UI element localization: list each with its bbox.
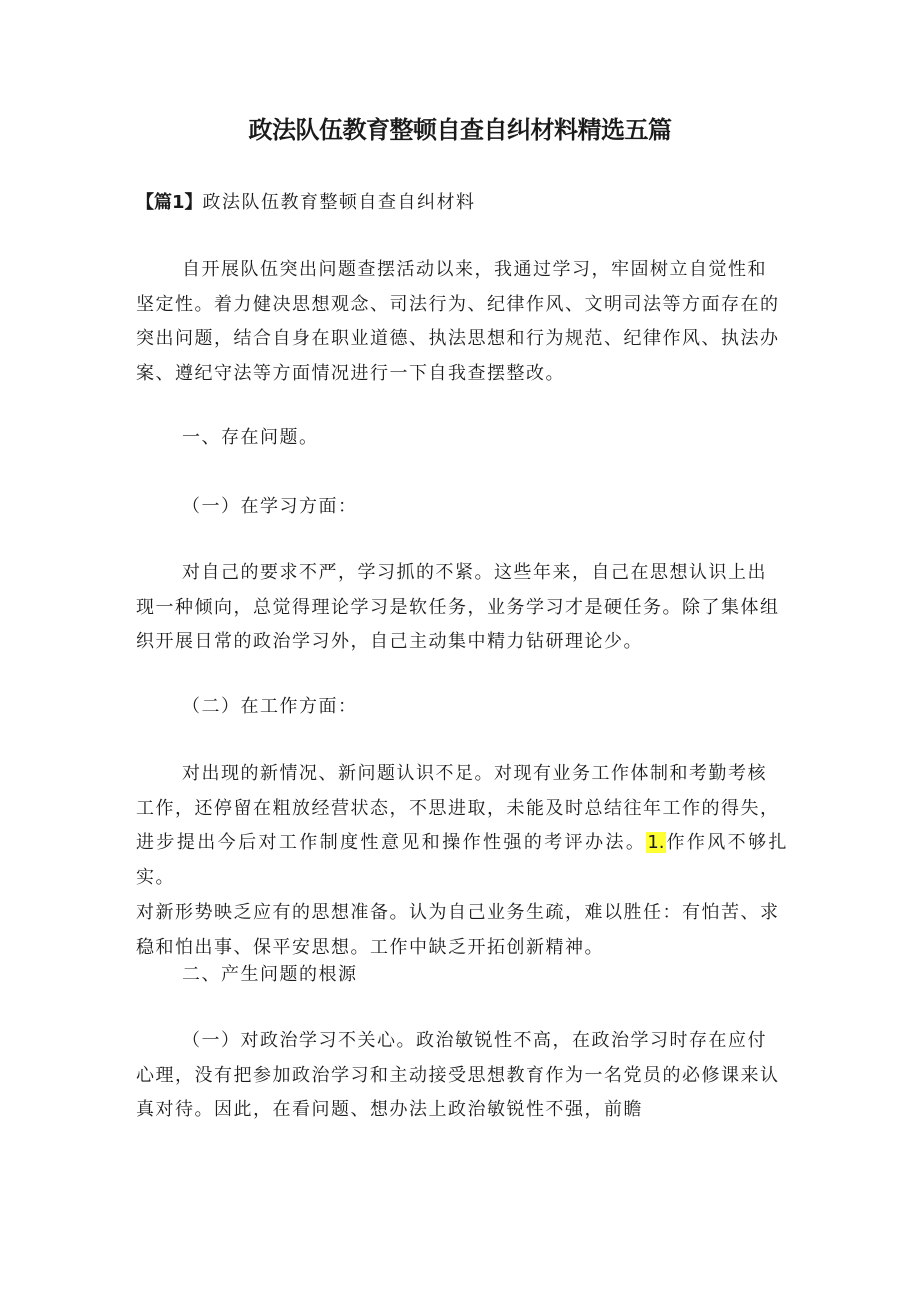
text-line: 稳和怕出事、保平安思想。工作中缺乏开拓创新精神。 <box>136 936 604 958</box>
section-label: 【篇1】 <box>136 192 203 213</box>
text-line: 现一种倾向，总觉得理论学习是软任务，业务学习才是硬任务。除了集体组 <box>136 596 780 618</box>
text-line: 对自己的要求不严，学习抓的不紧。这些年来，自己在思想认识上出 <box>182 562 767 583</box>
heading-text: （二）在工作方面： <box>182 696 358 717</box>
text-line <box>136 826 788 895</box>
highlighted-number: 1. <box>647 832 665 854</box>
document-title: 政法队伍教育整顿自查自纠材料精选五篇 <box>248 116 672 144</box>
text-line: （一）对政治学习不关心。政治敏锐性不高，在政治学习时存在应付 <box>182 1030 767 1051</box>
text-line: 真对待。因此，在看问题、想办法上政治敏锐性不强，前瞻 <box>136 1099 643 1121</box>
text-line: 自开展队伍突出问题查摆活动以来，我通过学习，牢固树立自觉性和 <box>182 259 767 280</box>
text-line: 对出现的新情况、新问题认识不足。对现有业务工作体制和考勤考核 <box>182 763 767 784</box>
text-line: 案、遵纪守法等方面情况进行一下自我查摆整改。 <box>136 363 565 385</box>
study-paragraph <box>136 556 788 660</box>
text-line: 对新形势映乏应有的思想准备。认为自己业务生疏，难以胜任：有怕苦、求 <box>136 901 780 923</box>
work-paragraph <box>136 757 788 965</box>
text-segment: 进步提出今后对工作制度性意见和操作性强的考评办法。 <box>136 832 647 854</box>
heading-text: （一）在学习方面： <box>182 496 358 517</box>
text-line: 坚定性。着力健决思想观念、司法行为、纪律作风、文明司法等方面存在的 <box>136 293 780 315</box>
section-heading-text: 政法队伍教育整顿自查自纠材料 <box>202 192 476 213</box>
root-cause-paragraph <box>136 1024 788 1128</box>
heading-problems <box>136 421 788 456</box>
heading-text: 二、产生问题的根源 <box>182 964 358 985</box>
section-heading <box>136 188 476 218</box>
intro-paragraph <box>136 253 788 392</box>
subheading-study <box>136 490 788 525</box>
heading-text: 一、存在问题。 <box>182 427 319 448</box>
text-line: 突出问题，结合自身在职业道德、执法思想和行为规范、纪律作风、执法办 <box>136 328 780 350</box>
text-line: 心理，没有把参加政治学习和主动接受思想教育作为一名党员的必修课来认 <box>136 1064 780 1086</box>
heading-root-causes <box>136 958 788 993</box>
subheading-work <box>136 690 788 725</box>
text-line: 工作，还停留在粗放经营状态，不思进取，未能及时总结往年工作的得失， <box>136 797 780 819</box>
text-line: 织开展日常的政治学习外，自己主动集中精力钻研理论少。 <box>136 631 643 653</box>
text-segment: 作作风不够扎实。 <box>136 832 789 889</box>
